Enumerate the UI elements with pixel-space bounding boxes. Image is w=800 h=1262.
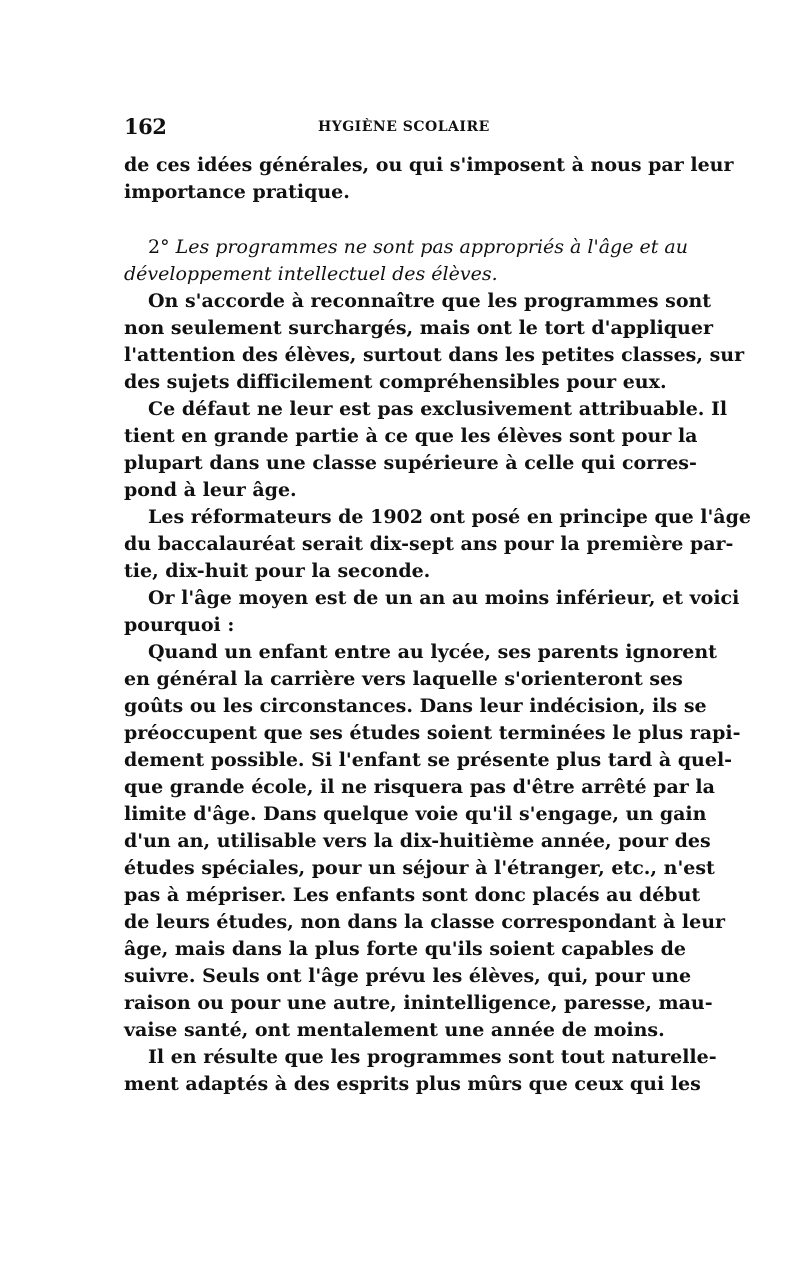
text-line: que grande école, il ne risquera pas d'être arrêté par la: [124, 776, 715, 798]
text-line: pond à leur âge.: [124, 479, 297, 501]
paragraph: [124, 1044, 717, 1098]
text-line: goûts ou les circonstances. Dans leur indécision, ils se: [124, 695, 707, 717]
paragraph: [124, 585, 740, 639]
page-body: [124, 152, 751, 1098]
paragraph: [124, 504, 751, 585]
running-title: HYGIÈNE SCOLAIRE: [318, 119, 490, 135]
page-header: [124, 114, 672, 144]
text-line: de leurs études, non dans la classe correspondant à leur: [124, 911, 726, 933]
paragraph: [124, 288, 745, 396]
text-line: plupart dans une classe supérieure à celle qui corres-: [124, 452, 697, 474]
text-line: On s'accorde à reconnaître que les programmes sont: [148, 290, 712, 312]
heading-number: 2°: [148, 236, 170, 258]
section-heading: [124, 234, 688, 288]
text-line: Or l'âge moyen est de un an au moins inférieur, et voici: [148, 587, 740, 609]
text-line: ment adaptés à des esprits plus mûrs que ceux qui les: [124, 1073, 701, 1095]
text-line: Les réformateurs de 1902 ont posé en principe que l'âge: [148, 506, 751, 528]
text-line: âge, mais dans la plus forte qu'ils soient capables de: [124, 938, 686, 960]
text-line: de ces idées générales, ou qui s'imposent à nous par leur: [124, 154, 734, 176]
text-line: vaise santé, ont mentalement une année de moins.: [124, 1019, 665, 1041]
text-line: raison ou pour une autre, inintelligence, paresse, mau-: [124, 992, 713, 1014]
text-line: études spéciales, pour un séjour à l'étranger, etc., n'est: [124, 857, 715, 879]
text-line: limite d'âge. Dans quelque voie qu'il s'engage, un gain: [124, 803, 707, 825]
text-line: suivre. Seuls ont l'âge prévu les élèves, qui, pour une: [124, 965, 692, 987]
heading-line: développement intellectuel des élèves.: [124, 263, 498, 285]
text-line: pas à mépriser. Les enfants sont donc placés au début: [124, 884, 701, 906]
text-line: non seulement surchargés, mais ont le tort d'appliquer: [124, 317, 713, 339]
paragraph-continuation: [124, 152, 734, 206]
paragraph: [124, 396, 728, 504]
text-line: l'attention des élèves, surtout dans les petites classes, sur: [124, 344, 745, 366]
text-line: tie, dix-huit pour la seconde.: [124, 560, 431, 582]
paragraph: [124, 639, 741, 1044]
text-line: en général la carrière vers laquelle s'orienteront ses: [124, 668, 683, 690]
text-line: des sujets difficilement compréhensibles pour eux.: [124, 371, 667, 393]
heading-text: Les programmes ne sont pas appropriés à l'âge et au: [175, 236, 688, 258]
page-number: 162: [124, 114, 167, 139]
text-line: Quand un enfant entre au lycée, ses parents ignorent: [148, 641, 717, 663]
text-line: préoccupent que ses études soient terminées le plus rapi-: [124, 722, 741, 744]
text-line: Il en résulte que les programmes sont tout naturelle-: [148, 1046, 717, 1068]
text-line: tient en grande partie à ce que les élèves sont pour la: [124, 425, 698, 447]
text-line: importance pratique.: [124, 181, 350, 203]
heading-line: [124, 234, 688, 261]
text-line: dement possible. Si l'enfant se présente plus tard à quel-: [124, 749, 733, 771]
text-line: du baccalauréat serait dix-sept ans pour la première par-: [124, 533, 734, 555]
text-line: pourquoi :: [124, 614, 235, 636]
text-line: d'un an, utilisable vers la dix-huitième année, pour des: [124, 830, 711, 852]
text-line: Ce défaut ne leur est pas exclusivement attribuable. Il: [148, 398, 728, 420]
